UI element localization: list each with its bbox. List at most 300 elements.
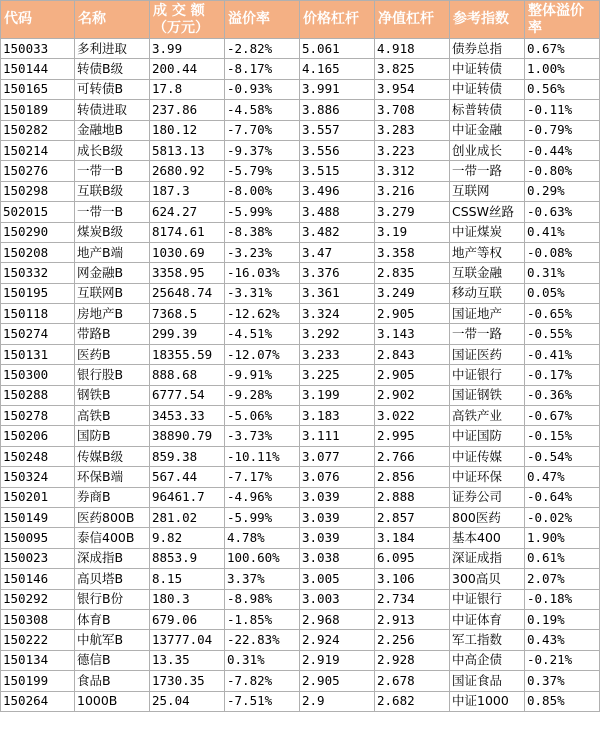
header-volume: 成 交 额（万元） <box>150 1 225 39</box>
cell-name: 转债进取 <box>75 100 150 120</box>
cell-code: 150274 <box>1 324 75 344</box>
cell-price-leverage: 3.233 <box>300 344 375 364</box>
cell-volume: 7368.5 <box>150 304 225 324</box>
cell-nav-leverage: 3.954 <box>375 79 450 99</box>
cell-premium: -8.98% <box>225 589 300 609</box>
cell-premium: -8.38% <box>225 222 300 242</box>
cell-volume: 8853.9 <box>150 548 225 568</box>
cell-nav-leverage: 3.022 <box>375 406 450 426</box>
cell-ref-index: 中证银行 <box>450 365 525 385</box>
header-nav-leverage: 净值杠杆 <box>375 1 450 39</box>
header-overall-premium: 整体溢价率 <box>525 1 600 39</box>
cell-ref-index: 中证国防 <box>450 426 525 446</box>
cell-ref-index: 一带一路 <box>450 161 525 181</box>
cell-nav-leverage: 3.283 <box>375 120 450 140</box>
cell-nav-leverage: 3.358 <box>375 242 450 262</box>
table-row <box>1 630 600 650</box>
cell-name: 环保B端 <box>75 467 150 487</box>
cell-premium: -7.82% <box>225 671 300 691</box>
cell-premium: -3.23% <box>225 242 300 262</box>
table-row <box>1 507 600 527</box>
cell-code: 150134 <box>1 650 75 670</box>
cell-premium: -8.00% <box>225 181 300 201</box>
cell-price-leverage: 3.039 <box>300 528 375 548</box>
table-row <box>1 691 600 711</box>
cell-premium: -7.70% <box>225 120 300 140</box>
table-row <box>1 140 600 160</box>
cell-ref-index: 移动互联 <box>450 283 525 303</box>
cell-name: 医药800B <box>75 507 150 527</box>
cell-price-leverage: 3.488 <box>300 202 375 222</box>
cell-overall-premium: -0.21% <box>525 650 600 670</box>
cell-price-leverage: 3.324 <box>300 304 375 324</box>
cell-premium: -5.99% <box>225 507 300 527</box>
cell-overall-premium: 0.85% <box>525 691 600 711</box>
cell-premium: 3.37% <box>225 569 300 589</box>
cell-ref-index: 中证体育 <box>450 609 525 629</box>
cell-name: 可转债B <box>75 79 150 99</box>
cell-nav-leverage: 3.216 <box>375 181 450 201</box>
table-row <box>1 650 600 670</box>
cell-premium: -16.03% <box>225 263 300 283</box>
cell-premium: -7.51% <box>225 691 300 711</box>
cell-premium: -5.79% <box>225 161 300 181</box>
cell-nav-leverage: 3.249 <box>375 283 450 303</box>
cell-volume: 25648.74 <box>150 283 225 303</box>
cell-ref-index: 互联网 <box>450 181 525 201</box>
cell-code: 150189 <box>1 100 75 120</box>
cell-price-leverage: 3.005 <box>300 569 375 589</box>
table-row <box>1 120 600 140</box>
cell-overall-premium: -0.41% <box>525 344 600 364</box>
cell-code: 150144 <box>1 59 75 79</box>
header-ref-index: 参考指数 <box>450 1 525 39</box>
cell-overall-premium: -0.15% <box>525 426 600 446</box>
cell-volume: 299.39 <box>150 324 225 344</box>
cell-nav-leverage: 2.856 <box>375 467 450 487</box>
cell-volume: 1030.69 <box>150 242 225 262</box>
cell-overall-premium: -0.36% <box>525 385 600 405</box>
cell-price-leverage: 3.496 <box>300 181 375 201</box>
table-row <box>1 202 600 222</box>
table-row <box>1 589 600 609</box>
cell-overall-premium: -0.17% <box>525 365 600 385</box>
table-row <box>1 100 600 120</box>
cell-nav-leverage: 3.279 <box>375 202 450 222</box>
cell-premium: -12.62% <box>225 304 300 324</box>
cell-overall-premium: 1.90% <box>525 528 600 548</box>
cell-name: 成长B级 <box>75 140 150 160</box>
cell-nav-leverage: 2.902 <box>375 385 450 405</box>
cell-price-leverage: 3.199 <box>300 385 375 405</box>
cell-overall-premium: 0.61% <box>525 548 600 568</box>
cell-nav-leverage: 2.682 <box>375 691 450 711</box>
table-row <box>1 181 600 201</box>
cell-volume: 180.3 <box>150 589 225 609</box>
cell-nav-leverage: 2.905 <box>375 365 450 385</box>
cell-overall-premium: -0.65% <box>525 304 600 324</box>
cell-name: 转债B级 <box>75 59 150 79</box>
cell-volume: 1730.35 <box>150 671 225 691</box>
cell-overall-premium: 0.05% <box>525 283 600 303</box>
cell-overall-premium: 0.67% <box>525 39 600 59</box>
cell-ref-index: 中证传媒 <box>450 446 525 466</box>
cell-code: 150023 <box>1 548 75 568</box>
cell-price-leverage: 3.039 <box>300 487 375 507</box>
cell-premium: -4.58% <box>225 100 300 120</box>
cell-ref-index: 中证环保 <box>450 467 525 487</box>
cell-name: 银行B份 <box>75 589 150 609</box>
table-row <box>1 671 600 691</box>
header-name: 名称 <box>75 1 150 39</box>
cell-code: 150222 <box>1 630 75 650</box>
cell-nav-leverage: 2.835 <box>375 263 450 283</box>
cell-name: 1000B <box>75 691 150 711</box>
table-row <box>1 79 600 99</box>
cell-overall-premium: -0.54% <box>525 446 600 466</box>
cell-ref-index: 债券总指 <box>450 39 525 59</box>
cell-volume: 187.3 <box>150 181 225 201</box>
cell-code: 150033 <box>1 39 75 59</box>
cell-code: 150118 <box>1 304 75 324</box>
cell-ref-index: 互联金融 <box>450 263 525 283</box>
cell-code: 150276 <box>1 161 75 181</box>
cell-premium: -9.28% <box>225 385 300 405</box>
cell-name: 深成指B <box>75 548 150 568</box>
cell-nav-leverage: 4.918 <box>375 39 450 59</box>
table-row <box>1 446 600 466</box>
cell-premium: -8.17% <box>225 59 300 79</box>
cell-name: 体育B <box>75 609 150 629</box>
cell-premium: -3.73% <box>225 426 300 446</box>
header-row <box>1 1 600 39</box>
cell-code: 150332 <box>1 263 75 283</box>
cell-nav-leverage: 3.825 <box>375 59 450 79</box>
cell-code: 502015 <box>1 202 75 222</box>
cell-code: 150264 <box>1 691 75 711</box>
table-row <box>1 263 600 283</box>
cell-overall-premium: 0.29% <box>525 181 600 201</box>
cell-premium: -5.99% <box>225 202 300 222</box>
cell-premium: -1.85% <box>225 609 300 629</box>
cell-volume: 17.8 <box>150 79 225 99</box>
cell-name: 一带一B <box>75 161 150 181</box>
cell-code: 150308 <box>1 609 75 629</box>
cell-nav-leverage: 2.256 <box>375 630 450 650</box>
cell-name: 互联B级 <box>75 181 150 201</box>
cell-overall-premium: -0.55% <box>525 324 600 344</box>
cell-nav-leverage: 3.184 <box>375 528 450 548</box>
cell-name: 食品B <box>75 671 150 691</box>
cell-price-leverage: 3.47 <box>300 242 375 262</box>
header-code: 代码 <box>1 1 75 39</box>
cell-nav-leverage: 3.708 <box>375 100 450 120</box>
cell-name: 一带一B <box>75 202 150 222</box>
cell-price-leverage: 3.557 <box>300 120 375 140</box>
cell-price-leverage: 3.886 <box>300 100 375 120</box>
cell-ref-index: 中证转债 <box>450 79 525 99</box>
cell-price-leverage: 3.038 <box>300 548 375 568</box>
table-row <box>1 39 600 59</box>
cell-code: 150278 <box>1 406 75 426</box>
cell-code: 150165 <box>1 79 75 99</box>
table-row <box>1 304 600 324</box>
cell-ref-index: 标普转债 <box>450 100 525 120</box>
cell-code: 150292 <box>1 589 75 609</box>
cell-ref-index: 国证钢铁 <box>450 385 525 405</box>
cell-nav-leverage: 2.857 <box>375 507 450 527</box>
cell-ref-index: 证券公司 <box>450 487 525 507</box>
cell-ref-index: 基本400 <box>450 528 525 548</box>
table-row <box>1 467 600 487</box>
cell-nav-leverage: 2.928 <box>375 650 450 670</box>
cell-volume: 3.99 <box>150 39 225 59</box>
cell-price-leverage: 3.361 <box>300 283 375 303</box>
cell-ref-index: 深证成指 <box>450 548 525 568</box>
cell-price-leverage: 2.919 <box>300 650 375 670</box>
table-row <box>1 365 600 385</box>
cell-name: 金融地B <box>75 120 150 140</box>
cell-name: 网金融B <box>75 263 150 283</box>
cell-overall-premium: 0.43% <box>525 630 600 650</box>
cell-ref-index: 中证金融 <box>450 120 525 140</box>
cell-name: 券商B <box>75 487 150 507</box>
cell-volume: 200.44 <box>150 59 225 79</box>
cell-price-leverage: 2.968 <box>300 609 375 629</box>
cell-premium: -22.83% <box>225 630 300 650</box>
cell-ref-index: 中证煤炭 <box>450 222 525 242</box>
cell-premium: 100.60% <box>225 548 300 568</box>
cell-price-leverage: 3.376 <box>300 263 375 283</box>
cell-volume: 3358.95 <box>150 263 225 283</box>
cell-premium: -5.06% <box>225 406 300 426</box>
cell-volume: 5813.13 <box>150 140 225 160</box>
cell-premium: -9.37% <box>225 140 300 160</box>
cell-name: 高贝塔B <box>75 569 150 589</box>
cell-volume: 281.02 <box>150 507 225 527</box>
cell-ref-index: CSSW丝路 <box>450 202 525 222</box>
table-row <box>1 426 600 446</box>
cell-name: 煤炭B级 <box>75 222 150 242</box>
cell-overall-premium: -0.79% <box>525 120 600 140</box>
cell-ref-index: 中高企债 <box>450 650 525 670</box>
cell-volume: 38890.79 <box>150 426 225 446</box>
cell-nav-leverage: 2.905 <box>375 304 450 324</box>
cell-name: 带路B <box>75 324 150 344</box>
table-row <box>1 548 600 568</box>
cell-volume: 8174.61 <box>150 222 225 242</box>
cell-ref-index: 800医药 <box>450 507 525 527</box>
cell-ref-index: 地产等权 <box>450 242 525 262</box>
cell-ref-index: 300高贝 <box>450 569 525 589</box>
cell-volume: 2680.92 <box>150 161 225 181</box>
cell-volume: 180.12 <box>150 120 225 140</box>
cell-volume: 237.86 <box>150 100 225 120</box>
cell-premium: -2.82% <box>225 39 300 59</box>
table-row <box>1 528 600 548</box>
cell-price-leverage: 3.482 <box>300 222 375 242</box>
cell-name: 钢铁B <box>75 385 150 405</box>
cell-code: 150290 <box>1 222 75 242</box>
cell-code: 150300 <box>1 365 75 385</box>
cell-ref-index: 国证地产 <box>450 304 525 324</box>
cell-volume: 6777.54 <box>150 385 225 405</box>
cell-nav-leverage: 2.766 <box>375 446 450 466</box>
cell-overall-premium: -0.80% <box>525 161 600 181</box>
cell-volume: 18355.59 <box>150 344 225 364</box>
cell-volume: 3453.33 <box>150 406 225 426</box>
cell-name: 房地产B <box>75 304 150 324</box>
cell-nav-leverage: 3.143 <box>375 324 450 344</box>
cell-ref-index: 中证银行 <box>450 589 525 609</box>
cell-premium: -10.11% <box>225 446 300 466</box>
cell-nav-leverage: 2.843 <box>375 344 450 364</box>
cell-overall-premium: 0.47% <box>525 467 600 487</box>
table-row <box>1 569 600 589</box>
table-row <box>1 385 600 405</box>
cell-name: 地产B端 <box>75 242 150 262</box>
cell-price-leverage: 3.183 <box>300 406 375 426</box>
cell-price-leverage: 3.111 <box>300 426 375 446</box>
cell-overall-premium: 0.56% <box>525 79 600 99</box>
cell-price-leverage: 4.165 <box>300 59 375 79</box>
table-row <box>1 161 600 181</box>
cell-name: 医药B <box>75 344 150 364</box>
cell-name: 传媒B级 <box>75 446 150 466</box>
cell-name: 国防B <box>75 426 150 446</box>
cell-price-leverage: 3.515 <box>300 161 375 181</box>
cell-overall-premium: -0.63% <box>525 202 600 222</box>
cell-ref-index: 国证食品 <box>450 671 525 691</box>
cell-overall-premium: -0.08% <box>525 242 600 262</box>
cell-ref-index: 国证医药 <box>450 344 525 364</box>
cell-ref-index: 中证1000 <box>450 691 525 711</box>
cell-code: 150288 <box>1 385 75 405</box>
cell-overall-premium: -0.64% <box>525 487 600 507</box>
table-row <box>1 324 600 344</box>
cell-overall-premium: 2.07% <box>525 569 600 589</box>
table-row <box>1 222 600 242</box>
cell-premium: 4.78% <box>225 528 300 548</box>
cell-code: 150201 <box>1 487 75 507</box>
cell-code: 150095 <box>1 528 75 548</box>
cell-price-leverage: 3.039 <box>300 507 375 527</box>
cell-code: 150248 <box>1 446 75 466</box>
cell-premium: -4.51% <box>225 324 300 344</box>
cell-nav-leverage: 3.106 <box>375 569 450 589</box>
table-row <box>1 609 600 629</box>
cell-name: 互联网B <box>75 283 150 303</box>
cell-code: 150131 <box>1 344 75 364</box>
table-row <box>1 406 600 426</box>
cell-volume: 888.68 <box>150 365 225 385</box>
cell-price-leverage: 3.991 <box>300 79 375 99</box>
cell-price-leverage: 3.077 <box>300 446 375 466</box>
cell-premium: -4.96% <box>225 487 300 507</box>
cell-nav-leverage: 3.223 <box>375 140 450 160</box>
cell-premium: 0.31% <box>225 650 300 670</box>
cell-price-leverage: 3.076 <box>300 467 375 487</box>
cell-ref-index: 中证转债 <box>450 59 525 79</box>
cell-volume: 96461.7 <box>150 487 225 507</box>
cell-nav-leverage: 2.734 <box>375 589 450 609</box>
cell-overall-premium: -0.67% <box>525 406 600 426</box>
cell-code: 150298 <box>1 181 75 201</box>
cell-volume: 859.38 <box>150 446 225 466</box>
cell-premium: -7.17% <box>225 467 300 487</box>
cell-nav-leverage: 3.312 <box>375 161 450 181</box>
cell-overall-premium: -0.18% <box>525 589 600 609</box>
cell-code: 150199 <box>1 671 75 691</box>
cell-name: 德信B <box>75 650 150 670</box>
cell-code: 150324 <box>1 467 75 487</box>
cell-ref-index: 军工指数 <box>450 630 525 650</box>
cell-nav-leverage: 2.995 <box>375 426 450 446</box>
cell-volume: 9.82 <box>150 528 225 548</box>
cell-overall-premium: -0.44% <box>525 140 600 160</box>
cell-premium: -3.31% <box>225 283 300 303</box>
header-price-leverage: 价格杠杆 <box>300 1 375 39</box>
cell-price-leverage: 3.003 <box>300 589 375 609</box>
cell-code: 150206 <box>1 426 75 446</box>
table-row <box>1 487 600 507</box>
cell-code: 150282 <box>1 120 75 140</box>
cell-volume: 13.35 <box>150 650 225 670</box>
cell-name: 泰信400B <box>75 528 150 548</box>
cell-ref-index: 高铁产业 <box>450 406 525 426</box>
cell-volume: 567.44 <box>150 467 225 487</box>
cell-price-leverage: 2.9 <box>300 691 375 711</box>
cell-price-leverage: 3.225 <box>300 365 375 385</box>
cell-overall-premium: 0.19% <box>525 609 600 629</box>
cell-price-leverage: 5.061 <box>300 39 375 59</box>
cell-nav-leverage: 2.678 <box>375 671 450 691</box>
cell-name: 中航军B <box>75 630 150 650</box>
cell-volume: 624.27 <box>150 202 225 222</box>
cell-code: 150146 <box>1 569 75 589</box>
header-premium: 溢价率 <box>225 1 300 39</box>
table-body <box>1 39 600 712</box>
cell-price-leverage: 3.556 <box>300 140 375 160</box>
cell-overall-premium: -0.11% <box>525 100 600 120</box>
cell-nav-leverage: 6.095 <box>375 548 450 568</box>
cell-volume: 8.15 <box>150 569 225 589</box>
cell-ref-index: 创业成长 <box>450 140 525 160</box>
table-header <box>1 1 600 39</box>
cell-price-leverage: 3.292 <box>300 324 375 344</box>
cell-volume: 13777.04 <box>150 630 225 650</box>
cell-overall-premium: 0.41% <box>525 222 600 242</box>
cell-code: 150208 <box>1 242 75 262</box>
cell-overall-premium: -0.02% <box>525 507 600 527</box>
cell-premium: -9.91% <box>225 365 300 385</box>
cell-premium: -0.93% <box>225 79 300 99</box>
cell-premium: -12.07% <box>225 344 300 364</box>
table-row <box>1 242 600 262</box>
cell-ref-index: 一带一路 <box>450 324 525 344</box>
cell-volume: 679.06 <box>150 609 225 629</box>
cell-volume: 25.04 <box>150 691 225 711</box>
cell-overall-premium: 0.37% <box>525 671 600 691</box>
cell-overall-premium: 0.31% <box>525 263 600 283</box>
table-row <box>1 344 600 364</box>
cell-name: 银行股B <box>75 365 150 385</box>
cell-nav-leverage: 3.19 <box>375 222 450 242</box>
table-row <box>1 283 600 303</box>
cell-overall-premium: 1.00% <box>525 59 600 79</box>
cell-name: 高铁B <box>75 406 150 426</box>
cell-code: 150214 <box>1 140 75 160</box>
